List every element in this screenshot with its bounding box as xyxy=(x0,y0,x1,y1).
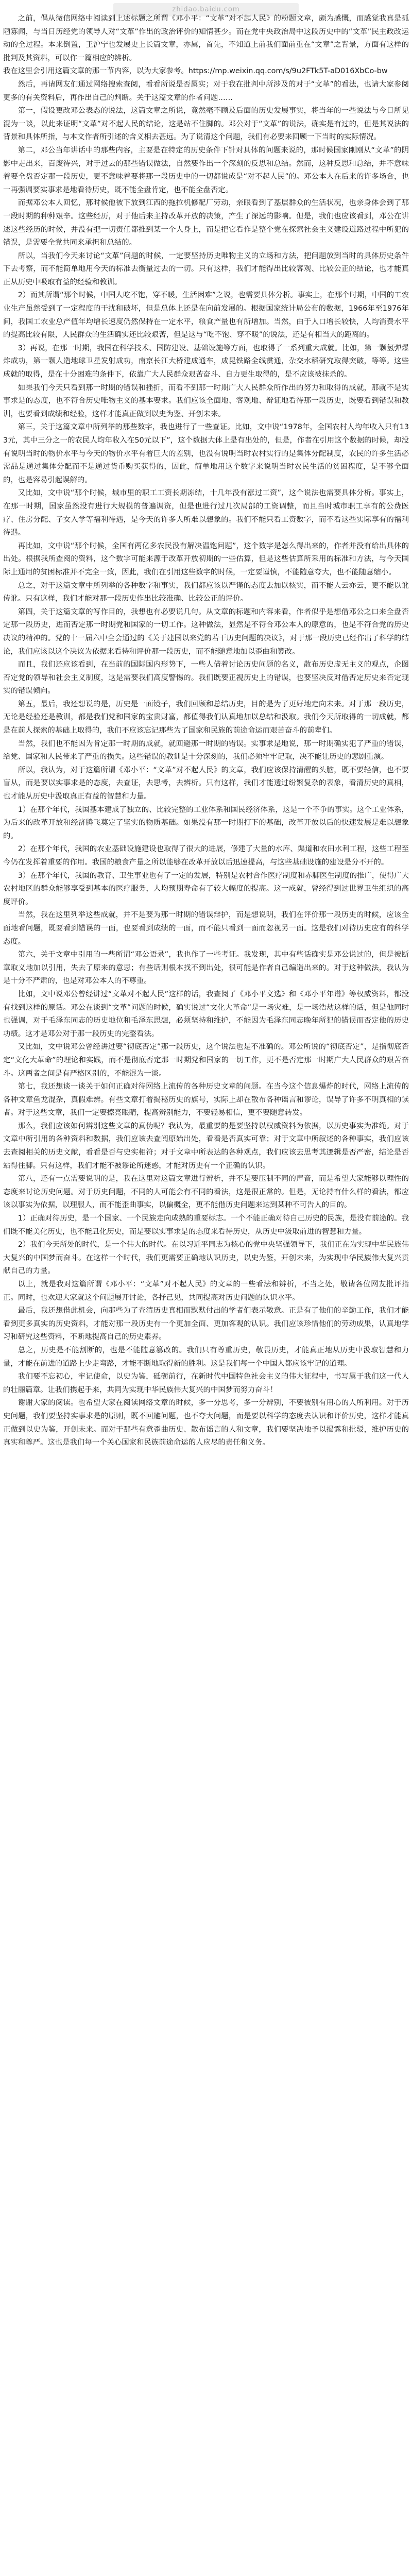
watermark-top: zhidao.baidu.com xyxy=(113,3,299,16)
paragraph-link[interactable]: 我在这里会引用这篇文章的那一节内容，以为大家参考。https://mp.weixin.qq.com/s/9u2FTk5T-aD016XbCo-bw xyxy=(3,67,388,76)
paragraph: 再比如，文中说“那个时候，全国有两亿多农民没有解决温饱问题”，这个数字是怎么得出来的，作者并没有给出具体的出处。根据我所查阅的资料，这个数字可能来源于改革开放初期的一些估算，但是这些估算所采用的标准和方法，与今天国际上通用的贫困标准并不完全一致，因此，我们在引用这些数字的时候，一定要谨慎，不能随意夸大，也不能随意缩小。 xyxy=(3,541,409,577)
paragraph: 第六，关于文章中引用的一些所谓“邓公语录”，我也作了一些考证。我发现，其中有些话确实是邓公说过的，但是被断章取义地加以引用，失去了原来的意思；有些话则根本找不到出处，很可能是作者自己编造出来的。对于这种做法，我认为是十分不严肃的，也是对邓公本人的不尊重。 xyxy=(3,951,409,986)
paragraph: 之前，偶从微信网络中阅读到上述标题之所谓《邓小平：“文革”对不起人民》的粉题文章，颇为感慨，而感觉我真是孤陋寡闻，与当日历经党的领导人对“文革”作出的政治评价的知情甚少。而在党中央政治局中这段历史中的“文革”民主政改运动的全过程。本来倒置，王沪宁也发展史上长篇文章，亦属，首先，不知道上前我们面前重在“文章”之背景，方面有这样的批判及其资料，可以作一篇相应的辨析。 xyxy=(3,14,409,62)
paragraph: 第四，关于这篇文章的写作目的，我想也有必要说几句。从文章的标题和内容来看，作者似乎是想借邓公之口来全盘否定那一段历史，进而否定那一时期党和国家的一切工作。这种做法，显然是不符合邓公本人的原意的，也是不符合党的历史决议的精神的。党的十一届六中全会通过的《关于建国以来党的若干历史问题的决议》，对于那一段历史已经作出了科学的结论，我们应该以这个决议为依据来看待和评价那一段历史，而不能随意地加以歪曲和篡改。 xyxy=(3,607,409,656)
paragraph: 又比如，文中说邓公曾经讲过要“彻底否定”那一段历史，这个说法也是不准确的。邓公所说的“彻底否定”，是指彻底否定“文化大革命”的理论和实践，而不是彻底否定那一时期党和国家的一切工作，更不是否定那一时期广大人民群众的艰苦奋斗。这两者之间是有严格区别的，不能混为一谈。 xyxy=(3,1043,409,1078)
paragraph: 3）在那个年代，我国的教育、卫生事业也有了一定的发展，特别是农村合作医疗制度和赤脚医生制度的推广，使得广大农村地区的群众能够享受到基本的医疗服务，人均预期寿命有了较大幅度的提高。这一成就，曾经得到过世界卫生组织的高度评价。 xyxy=(3,871,409,906)
paragraph: 比如，文中说邓公曾经讲过“文革对不起人民”这样的话，我查阅了《邓小平文选》和《邓小平年谱》等权威资料，都没有找到这样的原话。邓公在谈到“文革”问题的时候，确实说过“文化大革命”是一场灾难，是一场浩劫这样的话，但是他同时也强调，对于毛泽东同志的历史地位和毛泽东思想，必须坚持和维护，不能因为毛泽东同志晚年所犯的错误而否定他的历史功绩。这才是邓公对于那一段历史的完整看法。 xyxy=(3,990,409,1038)
paragraph: 2）而其所谓“那个时候，中国人吃不饱，穿不暖，生活困难”之说，也需要具体分析。事实上，在那个时期，中国的工农业生产虽然受到了一定程度的干扰和破坏，但是总体上还是在向前发展的。根据国家统计局公布的数据，1966年至1976年间，我国工农业总产值年均增长速度仍然保持在一定水平，粮食产量也有所增加。当然，由于人口增长较快，人均消费水平的提高比较有限，人民群众的生活确实还比较艰苦，但是这与“吃不饱、穿不暖”的说法，还是有相当大的距离的。 xyxy=(3,291,409,340)
paragraph: 总之，对于这篇文章中所列举的各种数字和事实，我们都应该以严谨的态度去加以核实，而不能人云亦云，更不能以讹传讹。只有这样，我们才能对那一段历史作出比较准确、比较公正的评价。 xyxy=(3,581,409,603)
paragraph: 谢谢大家的阅读。也希望大家在阅读网络文章的时候，多一分思考，多一分辨别，不要被别有用心的人所利用。对于历史问题，我们要坚持实事求是的原则，既不回避问题，也不夸大问题，而是要以科学的态度去认识和评价历史，这样才能真正做到以史为鉴，开创未来。而对于那些有意歪曲历史、散布谣言的人和文章，我们要坚决地予以揭露和批驳，维护历史的真实和尊严。这也是我们每一个关心国家和民族前途命运的人应尽的责任和义务。 xyxy=(3,1399,409,1447)
paragraph: 又比如，文中说“那个时候，城市里的职工工资长期冻结，十几年没有涨过工资”，这个说法也需要具体分析。事实上，在那一时期，国家虽然没有进行大规模的普遍调资，但是也进行过几次局部的工资调整，而且当时城市职工享有的公费医疗、住房分配、子女入学等福利待遇，是今天的许多人所难以想象的。我们不能只看工资数字，而不看这些实际享有的福利待遇。 xyxy=(3,489,409,537)
paragraph: 第八，还有一点需要说明的是，我在这里对这篇文章进行辨析，并不是要压制不同的声音，而是希望大家能够以理性的态度来讨论历史问题。对于历史问题，不同的人可能会有不同的看法，这是很正常的。但是，无论持有什么样的看法，都应该以事实为依据，以理服人，而不能歪曲事实，以偏概全，更不能借历史问题来达到某种不可告人的目的。 xyxy=(3,1175,409,1210)
paragraph: 那么，我们应该如何辨别这些文章的真伪呢？我认为，最重要的是要坚持以权威资料为依据，以历史事实为准绳。对于文章中所引用的各种资料和数据，我们应该去查阅原始出处，看看是否真实可靠；对于文章中所叙述的各种事实，我们应该去查阅相关的历史文献，看看是否与史实相符；对于文章中所表达的各种观点，我们应该去思考其逻辑是否严密，结论是否站得住脚。只有这样，我们才能不被谬论所迷惑，才能对历史有一个正确的认识。 xyxy=(3,1122,409,1170)
paragraph: 第三，关于这篇文章中所列举的那些数字，我也进行了一些查证。比如，文中说“1978年，全国农村人均年收入只有133元，其中三分之一的农民人均年收入在50元以下”，这个数据大体上是有出处的，但是，作者在引用这个数据的时候，却没有说明当时的物价水平与今天的物价水平有着巨大的差别，也没有说明当时农村实行的是集体分配制度，农民的许多生活必需品是通过集体分配而不是通过货币购买获得的，因此，简单地用这个数字来说明当时农民生活的贫困程度，是不够全面的，也是容易引起误解的。 xyxy=(3,423,409,484)
paragraph: 第五，最后，我还想说的是，历史是一面镜子，我们回顾和总结历史，目的是为了更好地走向未来。对于那一段历史，无论是经验还是教训，都是我们党和国家的宝贵财富，都值得我们认真地加以总结和汲取。我们今天所取得的一切成就，都是在前人探索的基础上取得的，我们不应该忘记那些为了国家和民族的前途命运而艰苦奋斗的前辈们。 xyxy=(3,700,409,735)
paragraph: 当然，我们也不能因为肯定那一时期的成就，就回避那一时期的错误。实事求是地说，那一时期确实犯了严重的错误，给党、国家和人民带来了严重的损失。这些错误的教训是十分深刻的，我们必须牢牢记取，决不能让历史的悲剧重演。 xyxy=(3,739,409,761)
paragraph: 如果我们今天只看到那一时期的错误和挫折，而看不到那一时期广大人民群众所作出的努力和取得的成就，那就不是实事求是的态度，也不符合历史唯物主义的基本要求。我们应该全面地、客观地、辩证地看待那一段历史，既要看到错误和教训，也要看到成绩和经验，这样才能真正做到以史为鉴、开创未来。 xyxy=(3,383,409,418)
paragraph: 2）在那个年代，我国的农业基础设施建设也取得了很大的进展，修建了大量的水库、渠道和农田水利工程，这些工程至今仍在发挥着重要的作用。我国的粮食产量之所以能够在改革开放以后迅速提高，与这些基础设施的建设是分不开的。 xyxy=(3,845,409,867)
paragraph: 以上，就是我对这篇所谓《邓小平：“文革”对不起人民》的文章的一些看法和辨析，不当之处，敬请各位网友批评指正。同时，也欢迎大家就这个问题展开讨论，各抒己见，共同提高对历史问题的认识水平。 xyxy=(3,1280,409,1302)
paragraph: 而且，我们还应该看到，在当前的国际国内形势下，一些人借着讨论历史问题的名义，散布历史虚无主义的观点，企图否定党的领导和社会主义制度，这是需要我们高度警惕的。我们既要正视历史上的错误，也要坚决反对借否定历史来否定现实的错误倾向。 xyxy=(3,660,409,696)
paragraph: 第一，假设更改邓公表态的说法，这篇文章之所说，竟然毫不顾及后面的历史发展事实，将当年的一些说法与今日所见混为一谈，以此来证明“文革”对不起人民的结论，这是站不住脚的。邓公对于“文革”的说法，确实是有过的，但是其说法的背景和具体所指，与本文作者所引述的含义相去甚远。为了说清这个问题，我们有必要来回顾一下当时的实际情况。 xyxy=(3,107,409,142)
paragraph: 我们要不忘初心，牢记使命，以史为鉴，砥砺前行，在新时代中国特色社会主义的伟大征程中，书写属于我们这一代人的壮丽篇章。让我们携起手来，共同为实现中华民族伟大复兴的中国梦而努力奋斗！ xyxy=(3,1372,409,1394)
paragraph: 当然，我在这里列举这些成就，并不是要为那一时期的错误辩护，而是想说明，我们在评价那一段历史的时候，应该全面地看问题，既要看到错误的一面，也要看到成绩的一面，而不能只看到一面而忽视另一面。这是我们对待历史应有的科学态度。 xyxy=(3,911,409,946)
paragraph: 2）我们今天所处的时代，是一个伟大的时代。在以习近平同志为核心的党中央坚强领导下，我们正在为实现中华民族伟大复兴的中国梦而奋斗。在这样一个时代，我们更需要正确地认识历史，以史为鉴，开创未来，为实现中华民族伟大复兴贡献自己的力量。 xyxy=(3,1241,409,1276)
paragraph: 而据邓公本人回忆，那时候他被下放到江西的拖拉机修配厂劳动，亲眼看到了基层群众的生活状况，也亲身体会到了那一段时期的种种艰辛。这些经历，对于他后来主持改革开放的决策，产生了深远的影响。但是，我们也应该看到，邓公在讲述这些经历的时候，并没有把一切责任都推到某一个人身上，而是把它看作是整个党在探索社会主义建设道路过程中所犯的错误，是需要全党共同来承担和总结的。 xyxy=(3,199,409,247)
paragraph: 3）再说，在那一时期，我国在科学技术、国防建设、基础设施等方面，也取得了一系列重大成就。比如，第一颗氢弹爆炸成功，第一颗人造地球卫星发射成功，南京长江大桥建成通车，成昆铁路全线贯通，杂交水稻研究取得突破，等等。这些成就的取得，是在十分困难的条件下，依靠广大人民群众艰苦奋斗、自力更生取得的，是不应该被抹杀的。 xyxy=(3,344,409,379)
paragraph: 第七，我还想谈一谈关于如何正确对待网络上流传的各种历史文章的问题。在当今这个信息爆炸的时代，网络上流传的各种文章鱼龙混杂，真假难辨。有些文章打着揭秘历史的旗号，实际上却在散布各种谣言和谬论，误导了许多不明真相的读者。对于这些文章，我们一定要擦亮眼睛，提高辨别能力，不要轻易相信，更不要随意转发。 xyxy=(3,1082,409,1117)
paragraph: 第二，邓公当年讲话中的那些内容，主要是在特定的历史条件下针对具体的问题来说的，那时候国家刚刚从“文革”的阴影中走出来，百废待兴，对于过去的那些错误做法，自然要作出一个深刻的反思和总结。然而，这种反思和总结，并不意味着要全盘否定那一段历史，更不意味着要将那一段历史中的一切都说成是“对不起人民”的。邓公本人在后来的许多场合，也一再强调要实事求是地看待历史，既不能全盘肯定，也不能全盘否定。 xyxy=(3,146,409,194)
paragraph: 1）在那个年代，我国基本建成了独立的、比较完整的工业体系和国民经济体系，这是一个不争的事实。这个工业体系，为后来的改革开放和经济腾飞奠定了坚实的物质基础。如果没有那一时期打下的基础，改革开放以后的快速发展是难以想象的。 xyxy=(3,805,409,840)
paragraph: 最后，我还想借此机会，向那些为了查清历史真相而默默付出的学者们表示敬意。正是有了他们的辛勤工作，我们才能看到更多真实的历史资料，才能对那一段历史有一个更加全面、更加客观的认识。我们应该珍惜他们的劳动成果，认真地学习和研究这些资料，不断地提高自己的历史素养。 xyxy=(3,1307,409,1342)
paragraph: 然后，再请网友们通过网络搜索查阅，看看所说是否属实；对于我在批判中所涉及的对于“文革”的看法，也请大家参阅更多的有关资料后，再作出自己的判断。关于这篇文章的作者问题…… xyxy=(3,80,409,102)
paragraph: 总之，历史是不能割断的，也是不能随意篡改的。我们只有尊重历史，敬畏历史，才能真正地从历史中汲取智慧和力量，才能在前进的道路上少走弯路，才能不断地取得新的胜利。这是我们每一个中国人都应该牢记的道理。 xyxy=(3,1346,409,1368)
paragraph: 1）正确对待历史，是一个国家、一个民族走向成熟的重要标志。一个不能正确对待自己历史的民族，是没有前途的。我们既不能美化历史，也不能丑化历史，而是要以实事求是的态度来看待历史，从历史中汲取前进的智慧和力量。 xyxy=(3,1214,409,1236)
paragraph: 所以，我认为，对于这篇所谓《邓小平：“文革”对不起人民》的文章，我们应该保持清醒的头脑，既不要轻信，也不要盲从，而是要以实事求是的态度，去查证，去思考，去辨析。只有这样，我们才能透过纷繁复杂的表象，看清历史的真相，也才能从历史中汲取真正有益的智慧和力量。 xyxy=(3,766,409,801)
paragraph: 所以，当我们今天来讨论“文革”问题的时候，一定要坚持历史唯物主义的立场和方法，把问题放到当时的具体历史条件下去考察，而不能简单地用今天的标准去衡量过去的一切。只有这样，我们才能得出比较客观、比较公正的结论，也才能真正从历史中吸取有益的经验和教训。 xyxy=(3,251,409,286)
